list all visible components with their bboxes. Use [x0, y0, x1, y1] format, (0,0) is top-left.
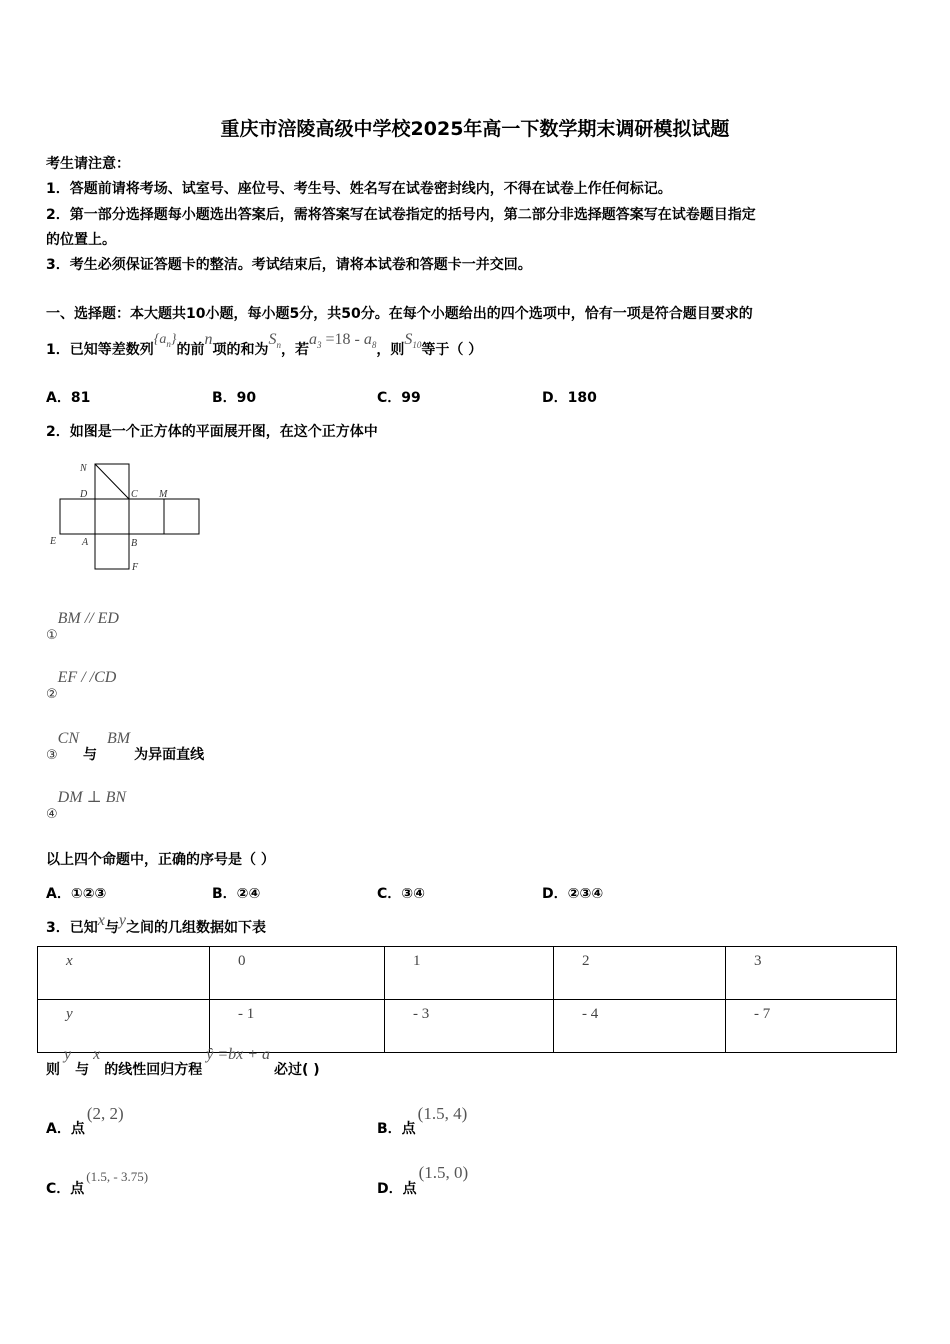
- label-e: E: [50, 536, 57, 547]
- q1-option-b: B．90: [212, 390, 257, 406]
- q2-proposition-4: ④DM ⊥ BN: [46, 789, 127, 822]
- net-face-left: [60, 499, 95, 534]
- page-title: 重庆市涪陵高级中学校2025年高一下数学期末调研模拟试题: [220, 118, 730, 140]
- q1-option-c: C．99: [377, 390, 421, 406]
- table-cell: - 7: [726, 1000, 897, 1053]
- notice-item-1: 1．答题前请将考场、试室号、座位号、考生号、姓名写在试卷密封线内，不得在试卷上作任何标记。: [46, 181, 672, 197]
- net-face-right: [129, 499, 164, 534]
- net-face-center: [95, 499, 129, 534]
- notice-item-3: 3．考生必须保证答题卡的整洁。考试结束后，请将本试卷和答题卡一并交回。: [46, 257, 532, 273]
- net-face-bottom: [95, 534, 129, 569]
- table-cell: y: [38, 1000, 210, 1053]
- net-face-far-right: [164, 499, 199, 534]
- q1-option-d: D．180: [542, 390, 597, 406]
- q2-ask: 以上四个命题中，正确的序号是（ ）: [46, 852, 275, 868]
- notice-item-2-cont: 的位置上。: [46, 232, 116, 248]
- label-n: N: [80, 463, 87, 474]
- xy-data-table: [37, 946, 897, 1053]
- q2-option-c: C．③④: [377, 886, 425, 902]
- q3-option-a: A．点(2, 2): [46, 1104, 124, 1137]
- q2-option-a: A．①②③: [46, 886, 107, 902]
- question-2-stem: 2．如图是一个正方体的平面展开图，在这个正方体中: [46, 424, 378, 440]
- label-f: F: [132, 562, 139, 573]
- question-1: 1．已知等差数列$\{a_n\}$的前n项的和为$S_n$，若$a_3 =18 - a_8$，则$S_{10}$等于（ ）: [46, 331, 483, 358]
- label-a: A: [82, 537, 89, 548]
- table-cell: 3: [726, 947, 897, 1000]
- table-cell: - 3: [385, 1000, 554, 1053]
- table-cell: 0: [210, 947, 385, 1000]
- label-c: C: [131, 489, 138, 500]
- q1-option-a: A．81: [46, 390, 91, 406]
- table-row: [38, 947, 897, 1000]
- notice-heading: 考生请注意：: [46, 156, 130, 172]
- table-cell: 2: [554, 947, 726, 1000]
- q3-option-b: B．点(1.5, 4): [377, 1104, 468, 1137]
- label-b: B: [131, 538, 138, 549]
- label-d: D: [80, 489, 88, 500]
- segment-nc: [95, 464, 129, 499]
- cube-net-figure: [46, 458, 206, 578]
- q2-option-b: B．②④: [212, 886, 261, 902]
- q2-proposition-1: ①BM // ED: [46, 610, 119, 643]
- q2-proposition-3: ③CN与BM为异面直线: [46, 730, 205, 763]
- q3-option-d: D．点(1.5, 0): [377, 1163, 469, 1197]
- notice-item-2: 2．第一部分选择题每小题选出答案后，需将答案写在试卷指定的括号内，第二部分非选择题答案写在试卷题目指定: [46, 207, 756, 223]
- table-cell: - 4: [554, 1000, 726, 1053]
- q3-option-c: C．点(1.5, - 3.75): [46, 1169, 149, 1197]
- table-cell: x: [38, 947, 210, 1000]
- section-1-heading: 一、选择题：本大题共10小题，每小题5分，共50分。在每个小题给出的四个选项中，恰有一项是符合题目要求的: [46, 306, 753, 322]
- question-3-stem: 3．已知x与y之间的几组数据如下表: [46, 912, 266, 936]
- question-3-ask: 则y与x的线性回归方程ŷ =bx + a必过( ): [46, 1046, 320, 1078]
- q2-proposition-2: ②EF / /CD: [46, 669, 117, 702]
- table-cell: - 1: [210, 1000, 385, 1053]
- q2-option-d: D．②③④: [542, 886, 604, 902]
- table-cell: 1: [385, 947, 554, 1000]
- label-m: M: [159, 489, 168, 500]
